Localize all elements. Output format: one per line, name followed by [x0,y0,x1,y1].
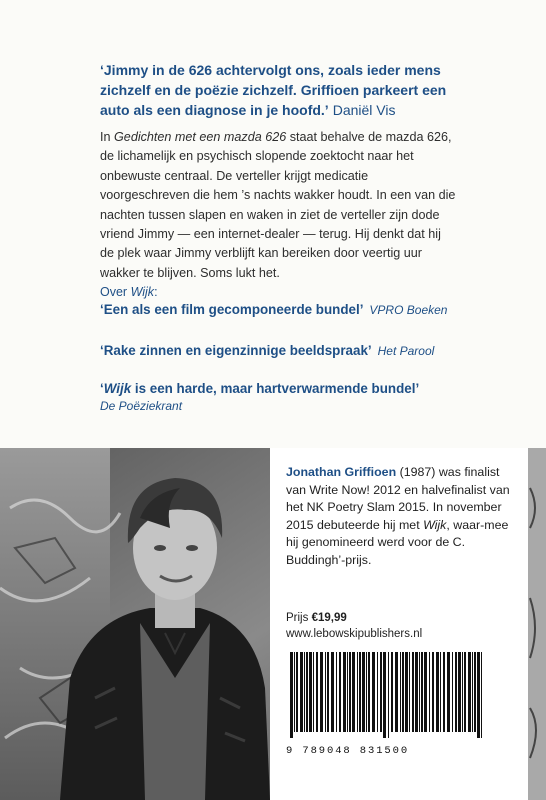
review-source: Het Parool [377,344,435,358]
barcode-bar [402,652,404,732]
barcode-bar [320,652,323,732]
barcode-bar [452,652,453,732]
barcode-bar [309,652,312,732]
barcode-bar [336,652,337,732]
barcode-bar [313,652,314,732]
review-item [100,301,460,319]
barcode-bar [468,652,471,732]
barcode-bar [432,652,434,732]
barcode-bar [409,652,410,732]
author-bio-title: Wijk [423,517,447,532]
review-source: De Poëziekrant [100,399,183,413]
barcode-bar [304,652,305,732]
barcode-bar [412,652,414,732]
barcode-bar [372,652,375,732]
barcode-bar [424,652,427,732]
barcode-bar [325,652,326,732]
book-summary [100,128,456,283]
barcode-bar [377,652,378,732]
price-label: Prijs [286,611,309,624]
barcode-bar [443,652,445,732]
barcode-bar [300,652,303,732]
barcode-bar [405,652,408,732]
barcode-bar [481,652,482,738]
review-quote-open: ‘ [100,381,104,396]
barcode-bar [429,652,430,732]
barcode-bar [343,652,346,732]
review-quote: ‘Rake zinnen en eigenzinnige beeldspraak’ [100,343,372,358]
featured-quote [100,60,452,120]
barcode-bar [296,652,298,732]
barcode-bar [357,652,358,732]
barcode-bar [447,652,450,732]
barcode-bar [477,652,480,738]
summary-part2: staat behalve de mazda 626, de lichamelijk en psychisch slopende zoektocht naar het onbewuste centraal. De verteller krijgt medicatie voorgeschreven die hem ’s nachts wakker houdt. In een van die nachten tussen slapen en waken in ziet de verteller zijn dode vriend Jimmy — een internet-dealer — terug. Hij denkt dat hij de plek waar Jimmy verblijft kan bereiken door veertig uur wakker te blijven. Soms lukt het. [100,130,456,280]
barcode-bar [455,652,457,732]
reviews-intro-prefix: Over [100,285,131,299]
featured-quote-text: ‘Jimmy in de 626 achtervolgt ons, zoals ieder mens zichzelf en de poëzie zichzelf. Griffioen parkeert een auto als een diagnose in je hoofd.’ [100,62,447,118]
featured-quote-attribution: Daniël Vis [332,102,396,118]
barcode-bar [359,652,361,732]
info-panel [270,448,528,800]
review-item [100,342,460,360]
barcode-bar [380,652,382,732]
barcode-bar [347,652,348,732]
reviews-intro-title: Wijk [130,285,155,299]
barcode-bar [368,652,370,732]
barcode-bar [352,652,355,732]
barcode-bar [474,652,476,732]
author-bio-part2: , waar-mee hij genomineerd werd voor de C. Buddingh’-prijs. [286,517,509,567]
review-quote [100,381,419,396]
summary-book-title: Gedichten met een mazda 626 [114,130,287,144]
isbn-number: 9 789048 831500 [286,744,410,757]
barcode-bar [290,652,293,738]
barcode-bar [306,652,308,732]
review-quote-title: Wijk [103,381,132,396]
barcode-bar [327,652,329,732]
reviews-intro-suffix: : [154,285,158,299]
barcode-bar [440,652,441,732]
barcode-bar [419,652,420,732]
review-item [100,380,460,413]
barcode-bar [388,652,389,738]
author-name: Jonathan Griffioen [286,465,397,479]
barcode-bar [464,652,466,732]
barcode-bar [331,652,334,732]
barcode-bar [436,652,439,732]
barcode-bar [339,652,341,732]
barcode-bar [366,652,367,732]
barcode-bar [421,652,423,732]
barcode-bar [400,652,401,732]
reviews-intro [100,284,460,301]
barcode-bar [294,652,295,732]
publisher-website: www.lebowskipublishers.nl [286,627,423,640]
price-value: €19,99 [311,611,347,624]
author-bio-part1: (1987) was finalist van Write Now! 2012 en halvefinalist van het NK Poetry Slam 2015. In november 2015 debuteerde hij met [286,465,510,532]
barcode-bar [383,652,386,738]
barcode-bar [462,652,463,732]
isbn-barcode [286,652,486,738]
barcode-bar [391,652,393,732]
review-quote-rest: is een harde, maar hartverwarmende bundel’ [131,381,420,396]
barcode-bar [458,652,461,732]
barcode-bar [316,652,318,732]
review-quote: ‘Een als een film gecomponeerde bundel’ [100,302,364,317]
barcode-bar [349,652,351,732]
review-source: VPRO Boeken [369,303,448,317]
price-line [286,610,510,626]
author-bio [286,464,514,570]
summary-part1: In [100,130,115,144]
barcode-bar [362,652,365,732]
barcode-bar [472,652,473,732]
barcode-bar [395,652,398,732]
barcode-bar [415,652,418,732]
